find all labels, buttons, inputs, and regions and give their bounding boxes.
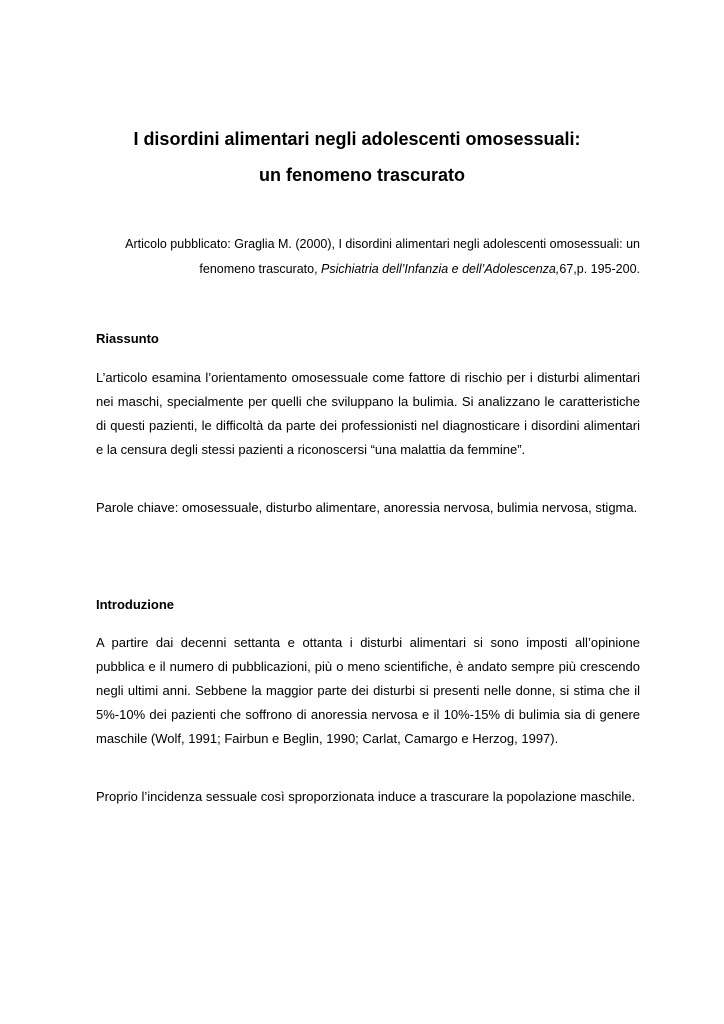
- introduzione-paragraph-2: Proprio l’incidenza sessuale così sproporzionata induce a trascurare la popolazione maschile.: [96, 789, 636, 804]
- keywords-text: Parole chiave: omosessuale, disturbo alimentare, anoressia nervosa, bulimia nervosa, stigma.: [96, 500, 638, 515]
- citation-suffix: 67,p. 195-200.: [559, 262, 640, 276]
- citation-journal: Psichiatria dell’Infanzia e dell’Adolescenza,: [321, 262, 560, 276]
- citation: [120, 232, 640, 282]
- riassunto-text: L’articolo esamina l’orientamento omosessuale come fattore di rischio per i disturbi alimentari nei maschi, specialmente per quelli che sviluppano la bulimia. Si analizzano le caratteristiche di questi pazienti, le difficoltà da parte dei professionisti nel diagnosticare i disordini alimentari e la censura degli stessi pazienti a riconoscersi “una malattia da femmine”.: [96, 370, 640, 457]
- title-line-1: I disordini alimentari negli adolescenti omosessuali:: [133, 129, 581, 149]
- citation-prefix: Articolo pubblicato: Graglia M. (2000), I disordini alimentari negli adolescenti omosessuali: un fenomeno trascurato,: [125, 237, 640, 276]
- riassunto-heading: Riassunto: [96, 331, 159, 346]
- introduzione-paragraph-1: A partire dai decenni settanta e ottanta i disturbi alimentari si sono imposti all’opinione pubblica e il numero di pubblicazioni, più o meno scientifiche, è andato sempre più crescendo negli ultimi anni. Sebbene la maggior parte dei disturbi si presenti nelle donne, si stima che il 5%-10% dei pazienti che soffrono di anoressia nervosa e il 10%-15% di bulimia sia di genere maschile (Wolf, 1991; Fairbun e Beglin, 1990; Carlat, Camargo e Herzog, 1997).: [96, 635, 640, 746]
- title-line-2: un fenomeno trascurato: [258, 165, 466, 185]
- introduzione-heading: Introduzione: [96, 597, 174, 612]
